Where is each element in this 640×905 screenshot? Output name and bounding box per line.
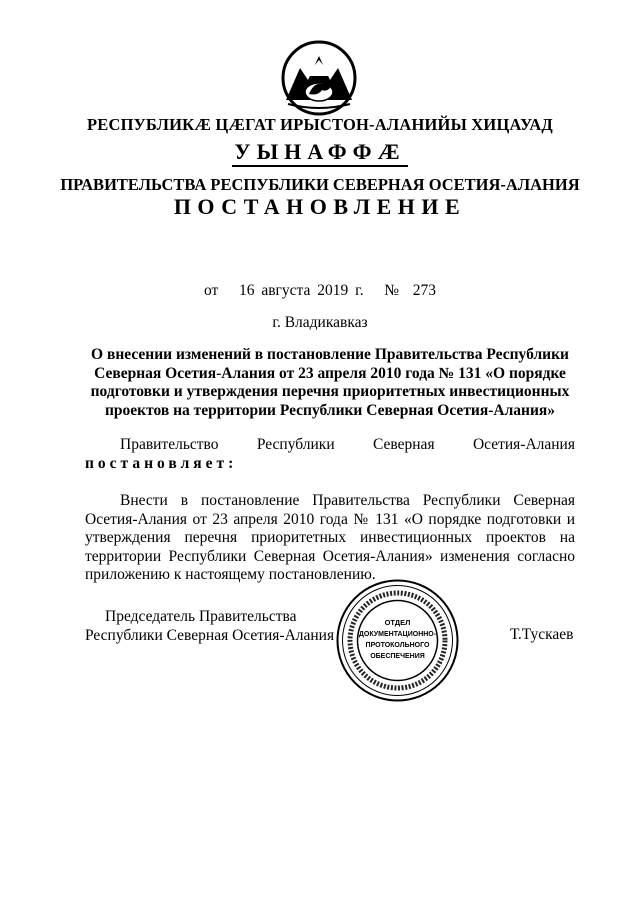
title-line: О внесении изменений в постановление Правительства Республики (91, 346, 569, 363)
decree-number: 273 (412, 282, 436, 299)
coat-of-arms-emblem (276, 38, 362, 118)
preamble-line (85, 436, 575, 455)
preamble-word: Республики (256, 436, 335, 453)
header-decree-ossetian (0, 139, 640, 165)
header-republic-ossetian: РЕСПУБЛИКÆ ЦÆГАТ ИРЫСТОН-АЛАНИЙЫ ХИЦАУАД (86, 115, 553, 134)
preamble-word: Правительство (120, 436, 219, 453)
date-line (0, 282, 640, 300)
operative-paragraph: Внести в постановление Правительства Республики Северная Осетия-Алания от 23 апреля 2010 года № 131 «О порядке подготовки и утверждения перечня приоритетных инвестиционных проектов на территории Республики Северная Осетия-Алания» изменения согласно приложению к настоящему постановлению. (85, 492, 575, 583)
official-seal-stamp (335, 578, 460, 703)
stamp-text: ПРОТОКОЛЬНОГО (365, 642, 430, 649)
preamble-paragraph (85, 436, 575, 473)
header-government-russian: ПРАВИТЕЛЬСТВА РЕСПУБЛИКИ СЕВЕРНАЯ ОСЕТИЯ-АЛАНИЯ (60, 175, 580, 194)
position-line: Председатель Правительства (105, 608, 297, 625)
title-line: подготовки и утверждения перечня приоритетных инвестиционных (90, 383, 570, 400)
header-decree-russian: ПОСТАНОВЛЕНИЕ (173, 194, 467, 219)
document-title (80, 346, 580, 420)
decree-date: 16 августа 2019 г. (238, 282, 364, 299)
city: г. Владикавказ (272, 314, 368, 331)
preamble-word: Северная (373, 436, 435, 453)
position-line: Республики Северная Осетия-Алания (85, 626, 335, 644)
decree-verb: постановляет: (85, 454, 238, 472)
date-prefix: от (203, 282, 219, 299)
stamp-text: ОБЕСПЕЧЕНИЯ (370, 653, 425, 660)
number-sign: № (384, 282, 399, 299)
signatory-name: Т.Тускаев (510, 626, 574, 643)
title-line: Северная Осетия-Алания от 23 апреля 2010 года № 131 «О порядке (94, 364, 566, 382)
stamp-text: ОТДЕЛ (384, 618, 411, 627)
title-line: проектов на территории Республики Северная Осетия-Алания» (104, 401, 556, 419)
decree-ossetian-text: УЫНАФФÆ (232, 139, 407, 167)
signatory-position (85, 608, 334, 645)
preamble-word: Осетия-Алания (472, 436, 575, 453)
stamp-text: ДОКУМЕНТАЦИОННО- (358, 631, 437, 638)
